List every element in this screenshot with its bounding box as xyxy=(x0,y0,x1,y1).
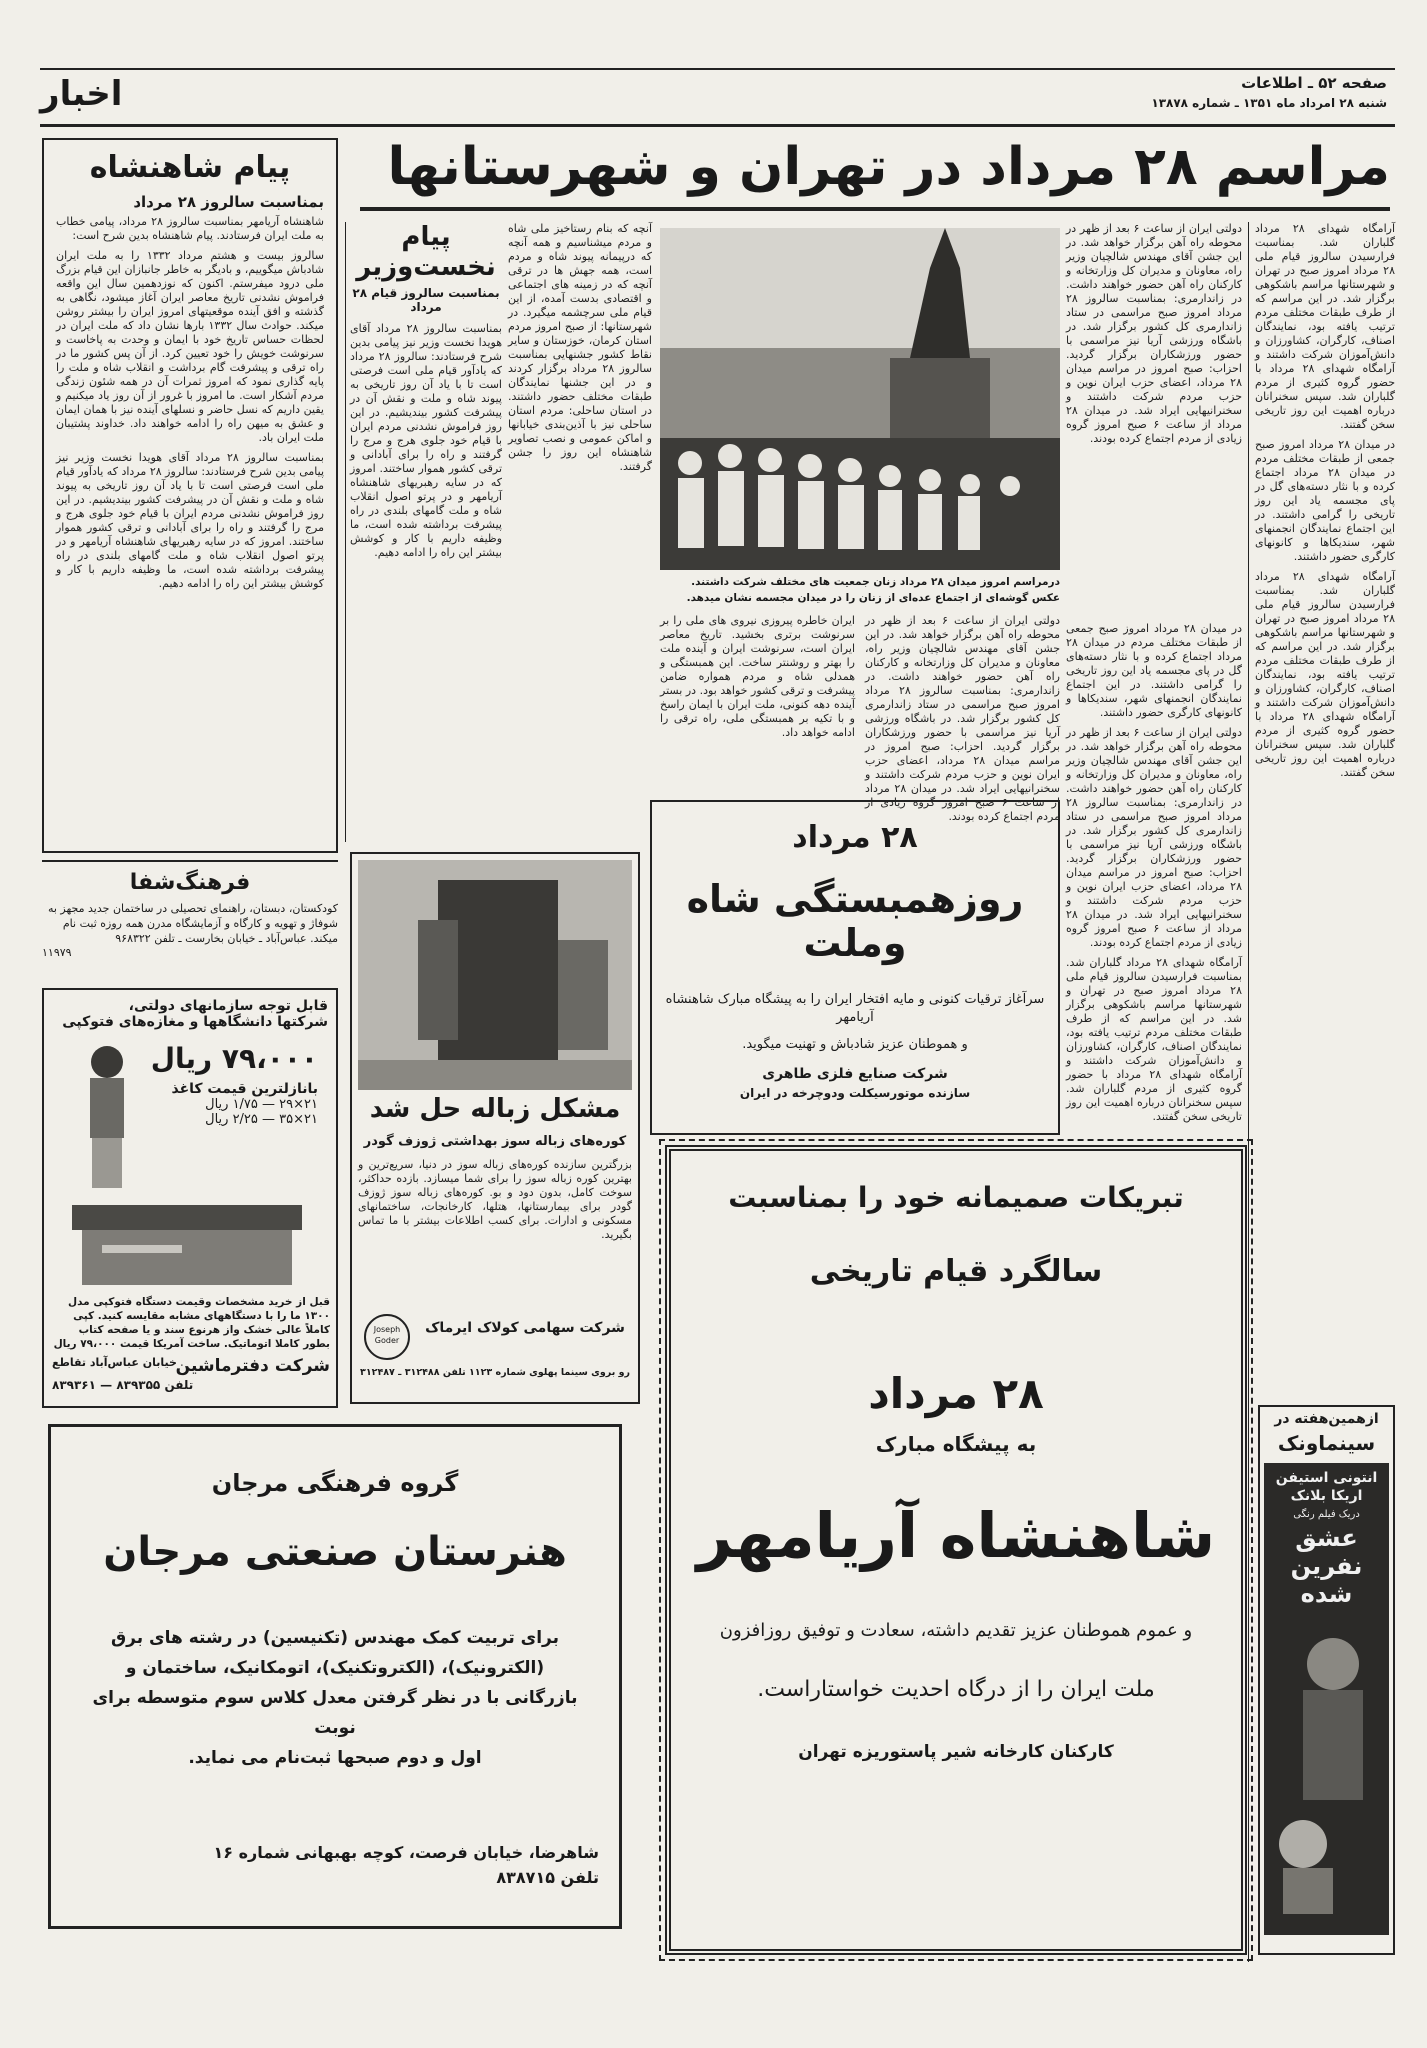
goder-logo: Joseph Goder xyxy=(364,1314,410,1360)
photocopy-row1: ۲۱×۲۹ — ۱/۷۵ ریال xyxy=(205,1097,318,1112)
congrats-date: ۲۸ مرداد xyxy=(868,1369,1044,1418)
marjan-line4: اول و دوم صبحها ثبت‌نام می نماید. xyxy=(188,1748,482,1768)
pm-title: پیام xyxy=(401,222,451,252)
congrats-line5: ملت ایران را از درگاه احدیت خواستاراست. xyxy=(757,1677,1155,1702)
ad-company1: شرکت صنایع فلزی طاهری xyxy=(762,1066,948,1082)
news-column-1: آرامگاه شهدای ۲۸ مرداد گلباران شد. بمناسبت فرارسیدن سالروز قیام ملی ۲۸ مرداد امروز صبح در تهران و شهرستانها مراسم باشکوهی برگزار شد. در این مراسم که از طرف طبقات مختلف مردم ترتیب یافته بود، نمایندگان اصناف، کارگران، کشاورزان و دانش‌آموزان شرکت داشتند و آرامگاه شهدای ۲۸ مرداد با حضور گروه کثیری از مردم گلباران شد. سپس سخنرانان درباره اهمیت این روز تاریخی سخن گفتند. در میدان ۲۸ مرداد امروز صبح جمعی از طبقات مختلف مردم در میدان ۲۸ مرداد اجتماع کرده و با نثار دسته‌های گل در پای مجسمه یاد این روز تاریخی را گرامی داشتند. در این اجتماع نمایندگان انجمنهای شهر، سندیکاها و کانونهای کارگری حضور داشتند. آرامگاه شهدای ۲۸ مرداد گلباران شد. بمناسبت فرارسیدن سالروز قیام ملی ۲۸ مرداد امروز صبح در تهران و شهرستانها مراسم باشکوهی برگزار شد. در این مراسم که از طرف طبقات مختلف مردم ترتیب یافته بود، نمایندگان اصناف، کارگران، کشاورزان و دانش‌آموزان شرکت داشتند و آرامگاه شهدای ۲۸ مرداد با حضور گروه کثیری از مردم گلباران شد. سپس سخنرانان درباره اهمیت این روز تاریخی سخن گفتند. xyxy=(1255,222,1395,779)
ad-date: ۲۸ مرداد xyxy=(792,820,918,855)
shah-message-body-cont: بمناسبت سالروز ۲۸ مرداد آقای هویدا نخست وزیر نیز پیامی بدین شرح فرستادند: سالروز ۲۸ مرداد که یادآور قیام ملی است فرصتی است تا با یاد آن روز تاریخی به پیوند شاه و ملت و نقش آن در پیشرفت کشور بیندیشیم. در این روز فراموش نشدنی مردم ایران با قیام خود جلوی هرج و مرج را گرفتند و راه را برای آبادانی و ترقی کشور هموار ساختند. امروز که در سایه رهبریهای شاهنشاه آریامهر و در پرتو اصول انقلاب شاه و ملت گامهای بلندی در راه پیشرفت برداشته شده است، ما وظیفه داریم با کار و کوشش بیشتر این راه را ادامه دهیم. xyxy=(56,451,325,590)
photocopy-company: شرکت دفترماشین xyxy=(175,1356,330,1376)
photocopy-lowest: بانازلترین قیمت کاغذ xyxy=(171,1081,318,1097)
masthead-rule xyxy=(40,124,1395,127)
farhang-body: کودکستان، دبستان، راهنمای تحصیلی در ساختمان جدید مجهز به شوفاژ و تهویه و کارگاه و آزمایشگاه مدرن همه روزه ثبت نام میکند. عباس‌آباد ـ خیابان بخارست ـ تلفن ۹۶۸۳۲۲ xyxy=(47,902,338,945)
ad-company2: سازنده موتورسیکلت ودوچرخه در ایران xyxy=(739,1086,971,1100)
news-photo xyxy=(660,228,1060,570)
photocopy-model-photo xyxy=(52,1040,162,1190)
congrats-line3: به پیشگاه مبارک xyxy=(875,1432,1037,1456)
pm-message xyxy=(350,222,502,842)
pm-subtitle: بمناسبت سالروز قیام ۲۸ مرداد xyxy=(352,286,500,314)
masthead-line2: شنبه ۲۸ امرداد ماه ۱۳۵۱ ـ شماره ۱۳۸۷۸ xyxy=(1151,96,1387,110)
cinema-ad xyxy=(1258,1405,1395,1955)
photocopy-address: خیابان عباس‌آباد تقاطع xyxy=(52,1356,177,1369)
cinema-film: عشق نفرین شده xyxy=(1290,1524,1363,1608)
shah-message-subtitle: بمناسبت سالروز ۲۸ مرداد xyxy=(133,193,324,211)
photocopy-machine-photo xyxy=(62,1195,312,1290)
pm-divider xyxy=(345,222,346,842)
headline-rule xyxy=(360,207,1390,211)
shah-message-box xyxy=(42,138,338,853)
ad-line2: و هموطنان عزیز شادباش و تهنیت میگوید. xyxy=(742,1037,968,1052)
photocopy-line1: قابل توجه سازمانهای دولتی، xyxy=(128,998,328,1014)
congrats-title: شاهنشاه آریامهر xyxy=(696,1499,1216,1572)
cinema-actors: انتونی استیفن اریکا بلانک xyxy=(1275,1470,1378,1504)
cinema-film-pre: دریک فیلم رنگی xyxy=(1293,1509,1360,1520)
trash-title: مشکل زباله حل شد xyxy=(369,1094,621,1124)
shah-nation-ad xyxy=(650,800,1060,1135)
marjan-title: هنرستان صنعتی مرجان xyxy=(103,1529,567,1575)
news-column-3: آنچه که بنام رستاخیز ملی شاه و مردم میشناسیم و همه آنچه که درپیمانه پیوند شاه و مردم است، همه جهش ها در ترقی آنچه که در زمینه های اجتماعی و اقتصادی بدست آمده، از این قیام ملی سرچشمه میگیرد. در شهرستانها: از صبح امروز مردم استان کرمان، خوزستان و سایر نقاط کشور جشنهایی بمناسبت سالروز ۲۸ مرداد برگزار کردند و در این جشنها نمایندگان طبقات مختلف حضور داشتند. در استان ساحلی: مردم استان ساحلی نیز با آذین‌بندی خیابانها و اماکن عمومی و نصب تصاویر شاهنشاه این روز را جشن گرفتند. xyxy=(508,222,652,473)
photocopy-body: قبل از خرید مشخصات وقیمت دستگاه فتوکپی مدل ۱۳۰۰ ما را با دستگاههای مشابه مقایسه کنید. کپی کاملاً عالی خشک واز هرنوع سند و یا صفحه کتاب بطور کاملا اتوماتیک. ساخت آمریکا قیمت ۷۹،۰۰۰ ریال xyxy=(53,1296,330,1350)
incinerator-photo xyxy=(358,860,632,1090)
photocopy-price: ۷۹،۰۰۰ ریال xyxy=(150,1042,318,1075)
cinema-label: ازهمین‌هفته در xyxy=(1274,1411,1379,1427)
ad-title: روزهمبستگی شاه وملت xyxy=(686,877,1024,965)
marjan-line1: برای تربیت کمک مهندس (تکنیسین) در رشته های برق xyxy=(110,1628,560,1648)
marjan-phone: تلفن ۸۳۸۷۱۵ xyxy=(496,1868,599,1887)
news-column-4b: دولتی ایران از ساعت ۶ بعد از ظهر در محوطه راه آهن برگزار خواهد شد. در این جشن آقای مهندس شالچیان وزیر راه، معاونان و مدیران کل وزارتخانه و کارکنان راه آهن حضور خواهند داشت. در زاندارمری: بمناسبت سالروز ۲۸ مرداد امروز صبح مراسمی در ستاد زاندارمری کل کشور برگزار شد. در باشگاه ورزشی آریا نیز مراسمی با حضور ورزشکاران برگزار گردید. احزاب: صبح امروز در مراسم میدان ۲۸ مرداد، اعضای حزب ایران نوین و حزب مردم شرکت داشتند و سخنرانیهایی ایراد شد. در میدان ۲۸ مرداد از ساعت ۶ صبح امروز گروه زیادی از مردم اجتماع کرده بودند. xyxy=(865,614,1061,823)
congrats-ad xyxy=(665,1145,1247,1955)
photo-caption: درمراسم امروز میدان ۲۸ مرداد زنان جمعیت های مختلف شرکت داشتند. عکس گوشه‌ای از اجتماع عده‌ای از زنان را در میدان مجسمه نشان میدهد. xyxy=(686,576,1060,604)
trash-body: بزرگترین سازنده کوره‌های زباله سوز در دنیا، سریع‌ترین و بهترین کوره زباله سوز را برای شما میسازد. بازده حداکثر، سوخت کامل، بدون دود و بو. کوره‌های زباله سوز ژوزف گودر برای بیمارستانها، هتلها، کارخانجات، ساختمانهای مسکونی و ادارات. برای کسب اطلاعات بیشتر با ما تماس بگیرید. xyxy=(358,1158,632,1241)
trash-subtitle: کوره‌های زباله سوز بهداشتی ژوزف گودر xyxy=(363,1134,627,1149)
section-label: اخبار xyxy=(40,74,123,114)
top-rule xyxy=(40,68,1395,70)
congrats-line2: سالگرد قیام تاریخی xyxy=(809,1254,1103,1289)
trash-ad xyxy=(350,852,640,1404)
news-column-4: ایران خاطره پیروزی نیروی های ملی را بر سرنوشت برتری بخشید. تاریخ معاصر ایران است، سرنوشت ایران و آینده ملت را بهتر و روشنتر ساخت. این همبستگی و همدلی شاه و مردم همواره ضامن پیشرفت و ترقی کشور خواهد بود. در بستر آینده دهه کنونی، ملت ایران با ایمان راسخ و با تکیه بر همبستگی ملی، راه ترقی را ادامه خواهد داد. xyxy=(660,614,855,739)
cinema-poster-art xyxy=(1263,1614,1383,1914)
trash-address: رو بروی سینما پهلوی شماره ۱۱۲۳ تلفن ۳۱۲۴۸۸ ـ ۳۱۲۴۸۷ xyxy=(360,1367,630,1378)
marjan-line3: بازرگانی با در نظر گرفتن معدل کلاس سوم متوسطه برای نوبت xyxy=(92,1688,578,1738)
news-column-2-lower: در میدان ۲۸ مرداد امروز صبح جمعی از طبقات مختلف مردم در میدان ۲۸ مرداد اجتماع کرده و با نثار دسته‌های گل در پای مجسمه یاد این روز تاریخی را گرامی داشتند. در این اجتماع نمایندگان انجمنهای شهر، سندیکاها و کانونهای کارگری حضور داشتند. دولتی ایران از ساعت ۶ بعد از ظهر در محوطه راه آهن برگزار خواهد شد. در این جشن آقای مهندس شالچیان وزیر راه، معاونان و مدیران کل وزارتخانه و کارکنان راه آهن حضور خواهند داشت. در زاندارمری: بمناسبت سالروز ۲۸ مرداد امروز صبح مراسمی در ستاد زاندارمری کل کشور برگزار شد. در باشگاه ورزشی آریا نیز مراسمی با حضور ورزشکاران برگزار گردید. احزاب: صبح امروز در مراسم میدان ۲۸ مرداد، اعضای حزب ایران نوین و حزب مردم شرکت داشتند و سخنرانیهایی ایراد شد. در میدان ۲۸ مرداد از ساعت ۶ صبح امروز گروه زیادی از مردم اجتماع کرده بودند. آرامگاه شهدای ۲۸ مرداد گلباران شد. بمناسبت فرارسیدن سالروز قیام ملی ۲۸ مرداد امروز صبح در تهران و شهرستانها مراسم باشکوهی برگزار شد. در این مراسم که از طرف طبقات مختلف مردم ترتیب یافته بود، نمایندگان اصناف، کارگران، کشاورزان و دانش‌آموزان شرکت داشتند و آرامگاه شهدای ۲۸ مرداد با حضور گروه کثیری از مردم گلباران شد. سپس سخنرانان درباره اهمیت این روز تاریخی سخن گفتند. xyxy=(1066,622,1242,1123)
photocopy-line2: شرکتها دانشگاهها و مغازه‌های فتوکپی xyxy=(62,1014,328,1030)
farhang-title: فرهنگ‌شفا xyxy=(129,870,251,895)
pm-body: بمناسبت سالروز ۲۸ مرداد آقای هویدا نخست وزیر نیز پیامی بدین شرح فرستادند: سالروز ۲۸ مرداد که یادآور قیام ملی است فرصتی است تا با یاد آن روز تاریخی به پیوند شاه و ملت و نقش آن در پیشرفت کشور بیندیشیم. در این روز فراموش نشدنی مردم ایران با قیام خود جلوی هرج و مرج را گرفتند و راه را برای آبادانی و ترقی کشور هموار ساختند. امروز که در سایه رهبریهای شاهنشاه آریامهر و در پرتو اصول انقلاب شاه و ملت گامهای بلندی در راه پیشرفت برداشته شده است، ما وظیفه داریم با کار و کوشش بیشتر این راه را ادامه دهیم. xyxy=(350,322,503,559)
pm-title2: نخست‌وزیر xyxy=(356,252,496,282)
photocopy-row2: ۲۱×۳۵ — ۲/۲۵ ریال xyxy=(205,1112,318,1127)
marjan-group: گروه فرهنگی مرجان xyxy=(211,1469,459,1497)
cinema-name: سینماونک xyxy=(1277,1431,1376,1455)
shah-message-body: سالروز بیست و هشتم مرداد ۱۳۳۲ را به ملت ایران شادباش میگوییم، و بادیگر به خاطر جانبازان این قیام بزرگ ملی درود میفرستم. اکنون که نوزدهمین سال این واقعه فراموش نشدنی تاریخ معاصر ایران آغاز میشود، نگاهی به گذشته و افق آینده موقعیتهای امروز ایران را بیشتر روشن میکند. حوادث سال ۱۳۳۲ بارها نشان داد که ملت ایران در لحظات حساس تاریخ خود با ایمان و وحدت به پاخاست و سرنوشت خویش را خود تعیین کرد. از آن پس کشور ما در راه ترقی و پیشرفت گام برداشت و انقلاب شاه و ملت را پایه گذاری نمود که امروز ثمرات آن در همه شئون زندگی مردم آشکار است. ما امروز با غرور از آن روز یاد میکنیم و یقین داریم که نسل حاضر و نسلهای آینده نیز با همان ایمان و عشق به میهن راه را ادامه خواهند داد. خداوند پشتیبان ملت ایران باد. xyxy=(56,249,324,444)
ad-line1: سرآغاز ترقیات کنونی و مایه افتخار ایران را به پیشگاه مبارک شاهنشاه آریامهر xyxy=(665,992,1045,1025)
trash-company: شرکت سهامی کولاک ایرماک xyxy=(425,1320,625,1336)
photocopy-ad xyxy=(42,988,338,1408)
main-headline: مراسم ۲۸ مرداد در تهران و شهرستانها xyxy=(387,137,1390,197)
masthead-line1: صفحه ۵۲ ـ اطلاعات xyxy=(1241,74,1387,92)
farhang-ad xyxy=(42,860,338,980)
congrats-company: کارکنان کارخانه شیر پاستوریزه تهران xyxy=(798,1742,1114,1762)
news-column-2: دولتی ایران از ساعت ۶ بعد از ظهر در محوطه راه آهن برگزار خواهد شد. در این جشن آقای مهندس شالچیان وزیر راه، معاونان و مدیران کل وزارتخانه و کارکنان راه آهن حضور خواهند داشت. در زاندارمری: بمناسبت سالروز ۲۸ مرداد امروز صبح مراسمی در ستاد زاندارمری کل کشور برگزار شد. در باشگاه ورزشی آریا نیز مراسمی با حضور ورزشکاران برگزار گردید. احزاب: صبح امروز در مراسم میدان ۲۸ مرداد، اعضای حزب ایران نوین و حزب مردم شرکت داشتند و سخنرانیهایی ایراد شد. در میدان ۲۸ مرداد از ساعت ۶ صبح امروز گروه زیادی از مردم اجتماع کرده بودند. xyxy=(1066,222,1242,445)
shah-message-intro: شاهنشاه آریامهر بمناسبت سالروز ۲۸ مرداد، پیامی خطاب به ملت ایران فرستادند. پیام شاهنشاه بدین شرح است: xyxy=(56,215,324,242)
photocopy-phone: تلفن ۸۳۹۳۵۵ — ۸۳۹۳۶۱ xyxy=(52,1378,194,1392)
marjan-line2: (الکترونیک)، (الکتروتکنیک)، اتومکانیک، ساختمان و xyxy=(125,1658,545,1678)
congrats-line4: و عموم هموطنان عزیز تقدیم داشته، سعادت و توفیق روزافزون xyxy=(719,1620,1193,1641)
marjan-address: شاهرضا، خیابان فرصت، کوچه بهبهانی شماره ۱۶ xyxy=(213,1843,599,1862)
congrats-line1: تبریکات صمیمانه خود را بمناسبت xyxy=(728,1181,1184,1214)
marjan-ad xyxy=(48,1424,622,1929)
farhang-code: ۱۱۹۷۹ xyxy=(42,946,72,959)
photo-illustration xyxy=(660,228,1060,570)
cinema-poster xyxy=(1264,1463,1389,1935)
shah-message-title: پیام شاهنشاه xyxy=(89,150,291,185)
col-divider xyxy=(1248,222,1249,1962)
